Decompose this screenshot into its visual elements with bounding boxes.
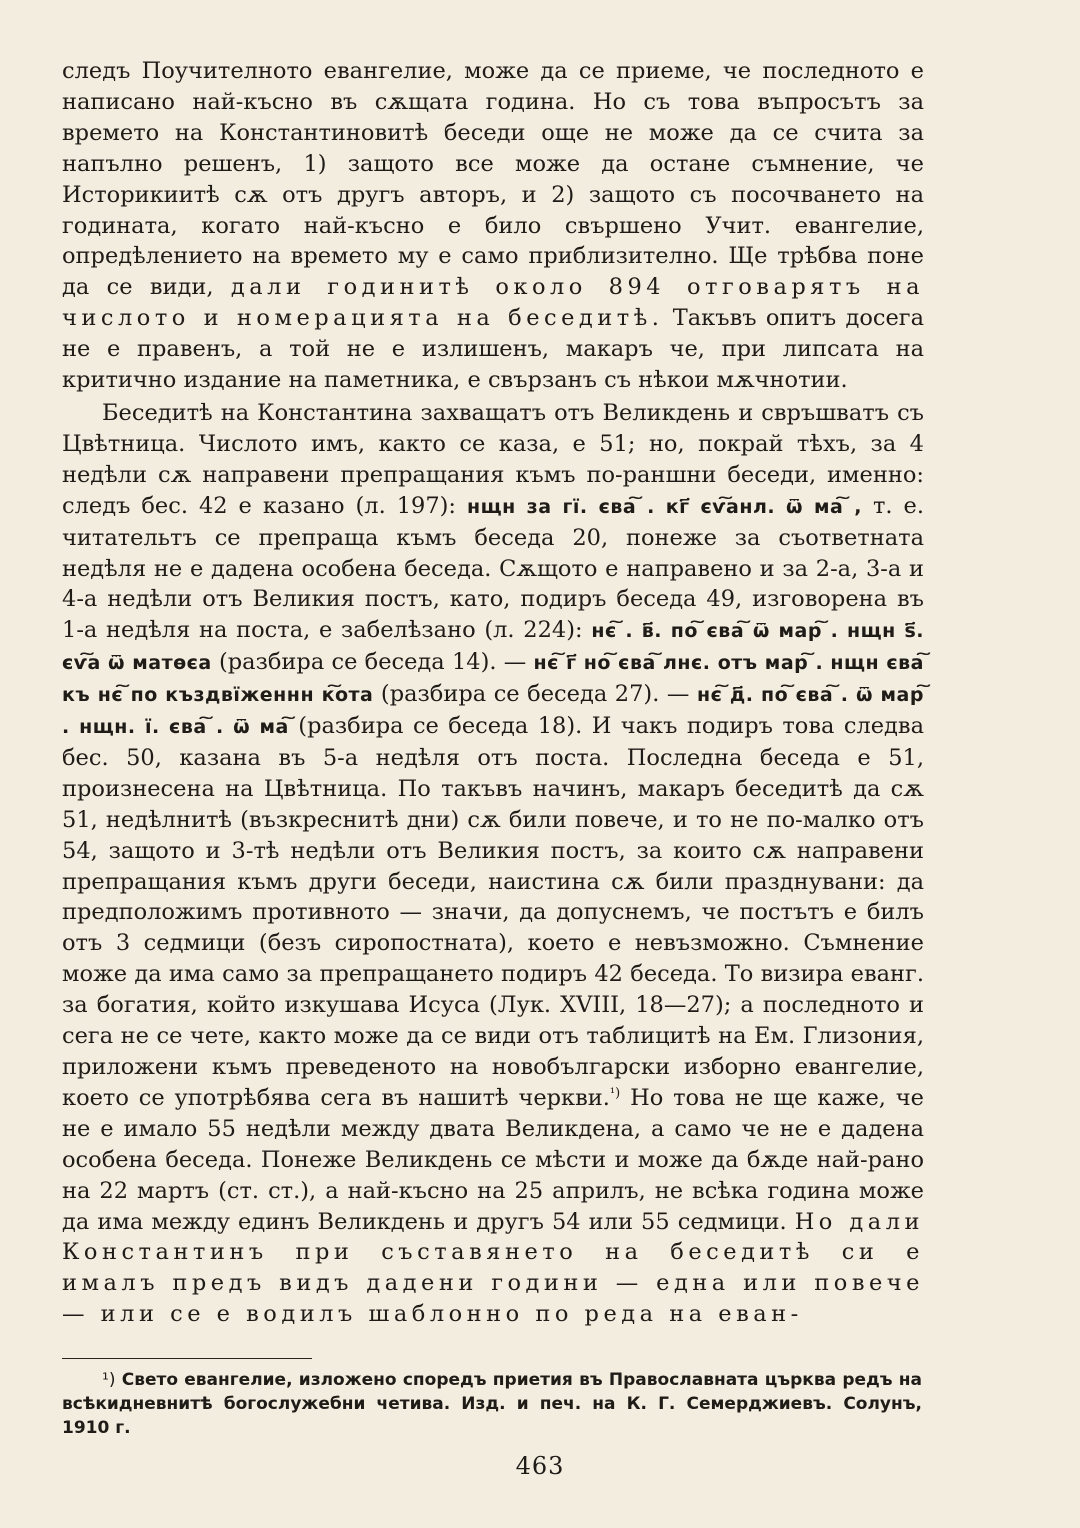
footnote-text: Свето евангелие, изложено споредъ приетия въ Православната църква редъ на всѣкидневнитѣ богослужебни четива. Изд. и печ. на К. Г. Семерджиевъ. Солунъ, 1910 г. [62, 1370, 923, 1438]
paragraph-1-text-b: Такъвъ опитъ досега не е правенъ, а той не е излишенъ, макаръ че, при липсата на критично издание на паметника, е свързанъ съ нѣкои мѫчнотии. [62, 305, 924, 394]
body-paragraph-2 [62, 398, 924, 1330]
body-paragraph-1 [62, 56, 924, 396]
footnote-reference[interactable]: ¹) [609, 1085, 621, 1101]
church-slavonic-quote-4: нє͠ д҃. по͠ єва͠ . ѿ мар͠ . нщн. ї. єва͠ . ѿ ма͠ [62, 684, 924, 739]
paragraph-2-text-b: т. е. читательтъ се препраща къмъ беседа 20, понеже за съответната недѣля не е дадена особена беседа. Сѫщото е направено и за 2-а, 3-а и 4-а недѣли отъ Великия постъ, като, подиръ беседа 49, изговорена въ 1-а недѣля на поста, е забелѣзано (л. 224): [62, 492, 924, 644]
church-slavonic-quote-1: нщн за гї. єва͠ . кг҃ єѵ͠анл. ѿ ма͠ , [466, 495, 862, 518]
paragraph-2-text-e: (разбира се беседа 18). И чакъ подиръ това следва бес. 50, казана въ 5-а недѣля отъ поста. Последна беседа е 51, произнесена на Цвѣтница. По такъвъ начинъ, макаръ беседитѣ да сѫ 51, недѣлнитѣ (възкреснитѣ дни) сѫ били повече, и то не по-малко отъ 54, защото и 3-тѣ недѣли отъ Великия постъ, за които сѫ направени препращания къмъ други беседи, наистина сѫ били празднувани: да предположимъ противното — значи, да допуснемъ, че постътъ е билъ отъ 3 седмици (безъ сиропостната), което е невъзможно. Съмнение може да има само за препращането подиръ 42 беседа. То визира еванг. за богатия, който изкушава Исуса (Лук. XVIII, 18—27); а последното и сега не се чете, както може да се види отъ таблицитѣ на Ем. Глизония, приложени къмъ преведеното на новобългарски изборно евангелие, което се употрѣбява сега въ нашитѣ черкви. [62, 713, 924, 1111]
paragraph-2-text-f: Но това не ще каже, че не е имало 55 недѣли между двата Великдена, а само че не е дадена особена беседа. Понеже Великдень се мѣсти и може да бѫде най-рано на 22 мартъ (ст. ст.), а най-късно на 25 априлъ, не всѣка година може да има между единъ Великдень и другъ 54 или 55 седмици. [62, 1084, 924, 1235]
paragraph-2-text-d: (разбира се беседа 27). — [373, 681, 697, 708]
paragraph-1-spaced-text: дали годинитѣ около 894 отговарятъ на числото и номерацията на беседитѣ. [62, 274, 924, 332]
footnote-divider [62, 1358, 312, 1359]
church-slavonic-quote-3: нє͠ г҃ но͠ єва͠ лнє. отъ мар͠ . нщн єва͠ къ нє͠ по къздвїженнн к͠ота [62, 652, 924, 707]
paragraph-2-text-a: Беседитѣ на Константина захващатъ отъ Великдень и свръшватъ съ Цвѣтница. Числото имъ, както се каза, е 51; но, покрай тѣхъ, за 4 недѣли сѫ направени препращания къмъ по-раншни беседи, именно: следъ бес. 42 е казано (л. 197): [62, 399, 924, 519]
paragraph-1-text-a: следъ Поучителното евангелие, може да се приеме, че последното е написано най-късно въ сѫщата година. Но съ това въпросътъ за времето на Константиновитѣ беседи още не може да се счита за напълно решенъ, 1) защото все може да остане съмнение, че Историкиитѣ сѫ отъ другъ авторъ, и 2) защото съ посочването на годината, когато най-късно е било свършено Учит. евангелие, опредѣлението на времето му е само приблизително. Ще трѣбва поне да се види, [62, 58, 924, 301]
paragraph-2-spaced-text: Но дали Константинъ при съставянето на беседитѣ си е ималъ предъ видъ дадени години — една или повече — или се е водилъ шаблонно по реда на еван- [62, 1208, 924, 1328]
footnote-mark: ¹) [102, 1370, 116, 1390]
footnote [62, 1368, 922, 1440]
church-slavonic-quote-2: нє͠ . в҃. по͠ єва͠ ѿ мар͠ . нщн ѕ҃. єѵ͠а ѿ матѳєа [62, 620, 924, 675]
paragraph-2-text-c: (разбира се беседа 14). — [211, 649, 534, 676]
page-number: 463 [515, 1452, 565, 1480]
